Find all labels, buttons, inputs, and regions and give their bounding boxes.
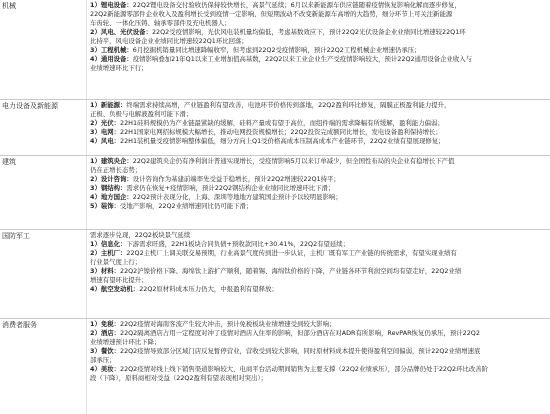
content-line: 5）装饰：受地产影响，22Q2业绩增速同比仍可能下滑； <box>90 201 253 210</box>
table-row-construction <box>0 155 550 229</box>
content-line: 2）风电、光伏设备：22Q2受疫情影响，光伏风电装机量均偏低，考虑基数效应下，预计22Q2光伏设备企业业绩同比增速较22Q1环 <box>90 27 466 36</box>
content-line: 比持平，风电设备企业业绩同比增速较22Q1环比回落； <box>90 36 248 45</box>
sector-label: 国防军工 <box>2 232 30 240</box>
content-line: 车齿轮、一体化压铸、轴承零部件及充电机器人； <box>90 18 231 27</box>
column-divider <box>86 230 87 318</box>
table-row-machinery <box>0 0 550 99</box>
content-line: 需求逐步兑现，22Q2板块景气延续 <box>90 231 191 239</box>
content-line: 1）信息化：下游需求旺盛，22H1板块合同负债+预收款同比+30.41%，22Q2有望延续； <box>90 239 350 248</box>
content-line: 4）美妆：22Q2疫情对线上线下销售渠道影响较大，电商平台活动期间销售为主要支撑（22Q2业绩承压），部分品牌仍处于22Q2环比改善阶 <box>90 364 489 373</box>
table-row-defense <box>0 229 550 318</box>
content-line: 1）新能源：终端需求持续高增，产业链盈利有望改善，电池环节价格传到落地，22Q2盈利环比修复，隔膜正极盈利能力提升， <box>90 101 451 109</box>
content-line: 22Q2新能源零部件企业收入及盈利增长受到疫情一定影响，但短期波动不改变新能源车高增的大趋势，细分环节上可关注新能源 <box>90 9 453 18</box>
content-line: 2）主机厂：22Q2主机厂上调关联交易预期，行业高景气度传到进一步认证，主机厂既有军工产业链的传统需求，有望实现业绩有 <box>90 248 457 257</box>
content-line: 1）免税：22Q2疫情对海南客流产生较大冲击，预计免税板块业绩增速受到较大影响； <box>90 320 336 328</box>
sector-label: 机械 <box>2 2 16 10</box>
content-line: 3）工程机械：6月挖掘机销量同比增速降幅收窄，但考虑到22Q2受疫情影响，预计22Q2工程机械企业增速仍承压； <box>90 45 421 54</box>
content-line: 3）电网：22H1国家电网招标规模大幅增长，推动电网投资规模增长；22Q2投资完成额同比增长，发电设备盈利保持增长； <box>90 127 442 136</box>
table-row-consumer-services <box>0 318 550 414</box>
content-line: 2）设计咨询：设计咨询作为基建前端率先受益于稳增长，预计22Q2增速较22Q1持平； <box>90 174 340 183</box>
content-line: 业绩增速环比下行； <box>90 63 148 72</box>
content-line: 3）钢结构：需求仍在恢复+疫情影响，预计22Q2钢结构企业业绩同比增速环比下滑； <box>90 183 335 192</box>
content-line: 增速有望环比提升； <box>90 275 148 284</box>
table-row-power-equipment <box>0 99 550 155</box>
sector-content <box>90 101 548 146</box>
column-divider <box>86 156 87 229</box>
content-line: 部承压； <box>90 355 116 364</box>
content-line: 业绩增速预计环比下降； <box>90 337 161 346</box>
sector-label: 建筑 <box>2 158 16 166</box>
content-line: 行业景气度上行； <box>90 257 142 266</box>
content-line: 2）酒店：22Q2隔离酒店占用一定程度对冲了疫情对酒店入住率的影响，但部分酒店在对ADR有所影响，RevPAR恢复仍承压，预计22Q2 <box>90 328 480 337</box>
column-divider <box>86 0 87 99</box>
sector-label: 电力设备及新能源 <box>2 102 58 110</box>
content-line: 1）建筑央企：22Q2建筑央企仍有净利润计普通实现增长，受疫情影响5月以来订单减少，但全国性布局的央企业有稳增长下产值 <box>90 157 455 165</box>
column-divider <box>86 100 87 155</box>
content-line: 2）光伏：22H1硅料规模仍为产业链最紧缺的缓解，硅料产量或有望于高位，而组件端的需求降幅有所缓解，盈利能力偏弱； <box>90 118 444 127</box>
content-line: 正极、负极与电解液盈利可能下滑； <box>90 109 193 118</box>
sector-label: 消费者服务 <box>2 321 37 329</box>
content-line: 段（下降），原料商相对受益（22Q2盈利有望表现相对突出）； <box>90 373 267 382</box>
content-line: 4）风电：22H1装机量受疫情影响整体偏低，细分方向上Q1受价格高成本压制高成本产业链环节，22Q2业绩有望展现修复； <box>90 136 445 145</box>
sector-content <box>90 1 548 73</box>
sector-content <box>90 320 548 383</box>
column-divider <box>86 319 87 414</box>
sector-content <box>90 157 548 211</box>
content-line: 1）锂电设备：22Q2锂电设备交付验收仍保持较快增长，高景气延续；6月以来新能源车供应链随着疫情恢复影响化解而逐步修复， <box>90 1 461 9</box>
content-line: 4）通用设备：疫情影响叠加21年Q1以来工业增加值高基数，22Q2以来工业企业生产受疫情影响较大，预计22Q2通用设备企业收入与 <box>90 54 473 63</box>
content-line: 仍在正增长态势； <box>90 165 142 174</box>
content-line: 4）航空发动机：22Q2原材料成本压力仍大，中报盈利有望释放； <box>90 284 278 293</box>
content-line: 3）材料：22Q2沪镍价格下降、海绵钛上游扩产顺利，随着锡、海绵钛价格的下降，产业链各环节利润空间均有望走好，22Q2业绩 <box>90 266 462 275</box>
sector-content <box>90 231 548 294</box>
content-line: 4）地方国企：22Q2预计表现分化，上海、深圳等地地方建筑国企预计予以较明显影响； <box>90 192 342 201</box>
content-line: 3）餐饮：22Q2疫情导致部分区域门店反复暂停营业，营收受到较大影响，同时原材料成本提升使得盈利空间偏弱，预计22Q2业绩增速底 <box>90 346 481 355</box>
